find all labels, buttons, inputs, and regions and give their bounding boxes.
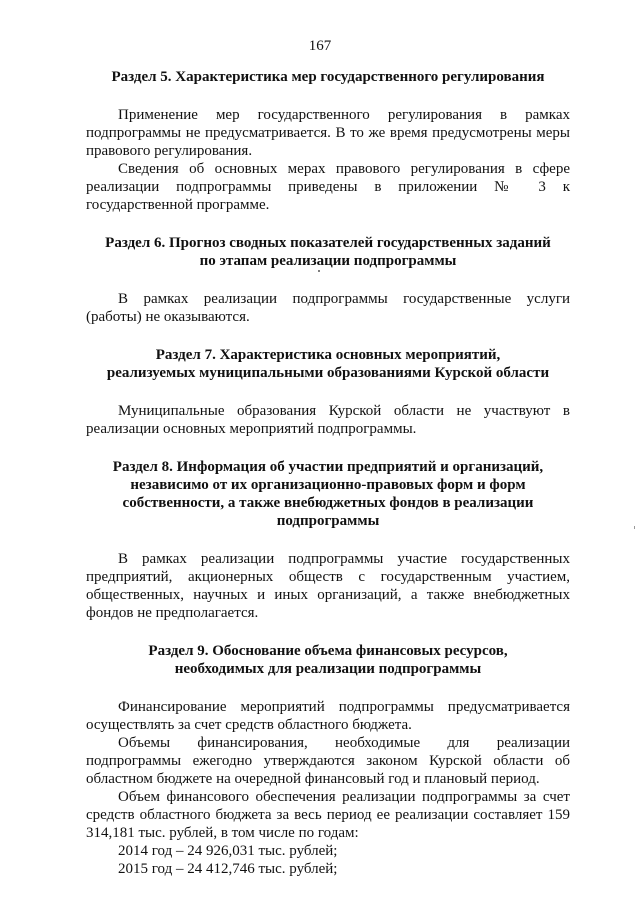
paragraph: Объемы финансирования, необходимые для реализации подпрограммы ежегодно утверждаются законом Курской области об областном бюджете на очередной финансовый год и плановый период. — [86, 735, 570, 787]
funding-year-line: 2015 год – 24 412,746 тыс. рублей; — [118, 861, 338, 877]
paragraph: Муниципальные образования Курской области не участвуют в реализации основных мероприятий подпрограммы. — [86, 403, 570, 437]
section-heading — [86, 458, 570, 530]
section-5 — [86, 68, 570, 214]
heading-line: реализуемых муниципальными образованиями Курской области — [106, 365, 550, 381]
section-9 — [86, 642, 570, 878]
heading-line: Раздел 5. Характеристика мер государственного регулирования — [111, 69, 545, 85]
paragraph: В рамках реализации подпрограммы государственные услуги (работы) не оказываются. — [86, 291, 570, 325]
heading-line: Раздел 8. Информация об участии предприятий и организаций, — [112, 459, 544, 475]
paragraph: Объем финансового обеспечения реализации подпрограммы за счет средств областного бюджета за весь период ее реализации составляет 159 314,181 тыс. рублей, в том числе по годам: — [86, 789, 570, 841]
document-body — [86, 68, 570, 878]
section-6 — [86, 234, 570, 326]
heading-line: необходимых для реализации подпрограммы — [174, 661, 482, 677]
section-8 — [86, 458, 570, 622]
heading-line: Раздел 6. Прогноз сводных показателей государственных заданий — [105, 235, 551, 251]
section-7 — [86, 346, 570, 438]
section-heading — [86, 234, 570, 270]
paragraph: В рамках реализации подпрограммы участие государственных предприятий, акционерных обществ с государственным участием, общественных, научных и иных организаций, а также внебюджетных фондов не предполагается. — [86, 551, 570, 621]
heading-line: подпрограммы — [276, 513, 380, 529]
margin-mark — [634, 526, 635, 529]
heading-line: собственности, а также внебюджетных фондов в реализации — [122, 495, 534, 511]
heading-line: независимо от их организационно-правовых форм и форм — [130, 477, 526, 493]
heading-line: Раздел 7. Характеристика основных мероприятий, — [155, 347, 501, 363]
funding-year-line: 2014 год – 24 926,031 тыс. рублей; — [118, 843, 338, 859]
page-number: 167 — [308, 38, 332, 54]
paragraph: Применение мер государственного регулирования в рамках подпрограммы не предусматривается. В то же время предусмотрены меры правового регулирования. — [86, 107, 570, 159]
section-heading — [86, 346, 570, 382]
section-heading — [86, 68, 570, 86]
paragraph: Сведения об основных мерах правового регулирования в сфере реализации подпрограммы приведены в приложении № 3 к государственной программе. — [86, 161, 570, 213]
heading-line: Раздел 9. Обоснование объема финансовых ресурсов, — [148, 643, 508, 659]
section-heading — [86, 642, 570, 678]
heading-line: по этапам реализации подпрограммы — [199, 253, 457, 269]
paragraph: Финансирование мероприятий подпрограммы предусматривается осуществлять за счет средств областного бюджета. — [86, 699, 570, 733]
